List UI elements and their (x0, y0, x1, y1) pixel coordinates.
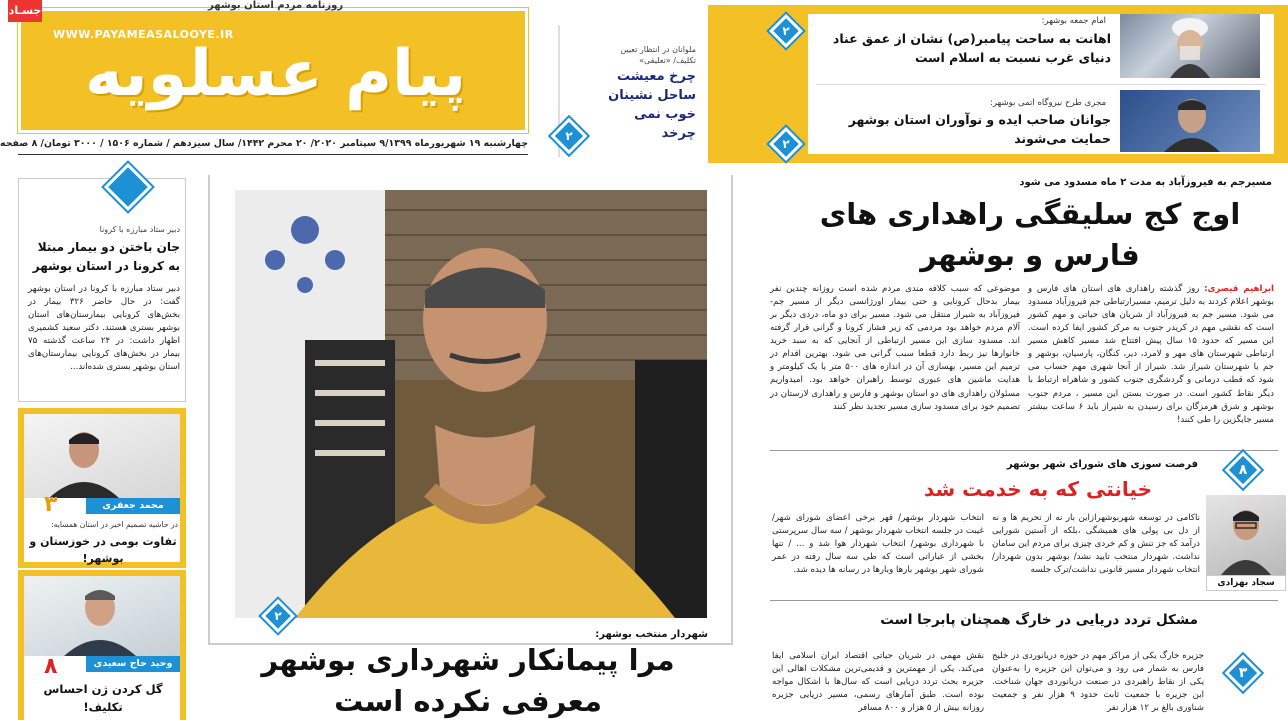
jafari-photo (24, 414, 180, 498)
top-right-1-kicker: امام جمعه بوشهر: (1041, 16, 1106, 26)
council-kicker: فرصت سوزی های شورای شهر بوشهر (1006, 459, 1198, 470)
main-story-headline: اوج کج سلیقگی راهداری های فارس و بوشهر (819, 197, 1241, 272)
left-item-2-name: وحید حاج سعیدی (86, 656, 180, 672)
top-right-2-kicker: مجری طرح نیروگاه اتمی بوشهر: (989, 98, 1106, 108)
top-right-2-headline: جوانان صاحب ایده و نوآوران استان بوشهر حمایت می‌شوند (848, 112, 1111, 147)
top-center-headline: چرخ معیشت ساحل نشینان خوب نمی چرخد (608, 69, 696, 141)
saeedi-photo-illustration (24, 576, 180, 656)
left-item-1-kicker: در حاشیه تصمیم اخیر در استان همسایه: (51, 520, 178, 529)
nuclear-director-photo (1120, 90, 1260, 152)
main-story-col1: ابراهیم قیصری: روز گذشته راهداری های استان های فارس و بوشهر اعلام کردند به دلیل ترمیم، مسیرارتباطی جم فیروزآباد مسدود می شود. مسیر جم به فیروزآباد از شریان های حیاتی و مهم کشور است که نقشی مهم در کریدر جنوب به مرکز کشور ایفا کرده است. این مسیر که حدود ۱۵ سال پیش افتتاح شد مسیر کاهش مسیر ارتباطی شهرستان های مهر و لامرد، دیر، کنگان، پارسیان، بوشهر و جم با شهرستان شیراز شد. شیراز از آنجا شهری مهم حساب می شود که قطب درمانی و گردشگری جنوب کشور و شاهراه ارتباط با دیگر نقاط کشور است. در صورت بستن این مسیر ، مردم جنوب بوشهر و شرق هرمزگان برای رسیدن به شیراز باید ۶ ساعت بیشتر مسیر جایگزین را طی کنند! (1028, 284, 1275, 425)
left-item-2-page: ۸ (44, 654, 58, 679)
top-center-page-badge: ۲ (551, 118, 588, 155)
top-right-2-page-badge: ۲ (769, 127, 803, 161)
main-story-col2: موضوعی که سبب کلافه مندی مردم شده است روزانه چندین نفر بیمار بدحال کرونایی و حتی بیمار اورژانسی دیگر از مسیر جم- فیروزآباد به شیراز منتقل می شود. مسیر برای دو ماه، دردی دیگر بر آلام مردم خواهد بود مردمی که زیر فشار کرونا و گرانی قرار گرفته اند. مسدود سازی این مسیر ارتباطی از آنجایی که به سبد خرید خانوارها نیز ربط دارد قطعا سبب گرانی می شود. بهترین اقدام در ترمیم این مسیر، بهسازی آن در اندازه های ۵۰۰ متر یا یک کیلومتر و هدایت ماشین های عبوری توسط راهبران خواهد بود. امیدواریم مسئولان راهداری های دو استان بوشهر و فارس و راهداری لارستان در تصمیم خود برای مسدود سازی مسیر تجدید نظر کنند (770, 284, 1021, 412)
top-news-divider (816, 84, 1266, 85)
left-top-kicker: دبیر ستاد مبارزه با کرونا (99, 225, 180, 234)
masthead-corner: جسـاد (8, 0, 42, 22)
top-right-1-headline: اهانت به ساحت پیامبر(ص) نشان از عمق عناد دنیای غرب نسبت به اسلام است (832, 31, 1111, 66)
main-story-kicker: مسیرجم به فیروزآباد به مدت ۲ ماه مسدود می شود (1019, 177, 1272, 188)
left-item-1-page: ۳ (44, 492, 58, 517)
author-behzadi-name: سجاد بهزادی (1206, 575, 1286, 591)
left-top-body: دبیر ستاد مبارزه با کرونا در استان بوشهر گفت: در حال حاضر ۳۲۶ بیمار در بخش‌های کرونایی بیمارستان‌های استان بوشهر بستری هستند. دکتر سعید کشمیری اظهار داشت: در ۲۴ ساعت گذشته ۷۵ بیمار در بخش‌های کرونایی بیمارستان‌های استان بوشهر بستری شده‌اند... (28, 284, 180, 373)
center-page-badge: ۲ (261, 599, 295, 633)
left-top-headline: جان باختن دو بیمار مبتلا به کرونا در استان بوشهر (32, 240, 180, 273)
masthead-url: WWW.PAYAMEASALOOYE.IR (53, 28, 234, 41)
council-col2: انتخاب شهردار بوشهر/ قهر برخی اعضای شورای شهر/ غیبت در جلسه انتخاب شهردار بوشهر / سه سال سرپرستی با شهرداری بوشهر/ انتخاب شهردار هوا شد و ... / تنها بخشی از عباراتی است که طی سه سال رفته در عمر شورای شهر بوشهر بارها وبارها در رسانه ها دیده شد. (772, 513, 984, 576)
council-page-badge: ۸ (1225, 452, 1262, 489)
top-center-kicker: ملوانان در انتظار تعیین تکلیف/ «تعلیقی» (620, 45, 696, 65)
left-item-2-headline: گل کردن ژن احساس تکلیف! (43, 682, 163, 715)
mayor-photo-illustration (235, 190, 707, 618)
left-item-1-name: محمد جعفری (86, 498, 180, 514)
masthead-logo: پیام عسلویه (84, 37, 467, 111)
masthead-rule (18, 154, 528, 155)
council-col1: ناکامی در توسعه شهربوشهرازاین بار نه از تحریم ها و نه از دل بی پولی های همیشگی ،بلکه از آستین شورایی درآمد که جز تنش و کم خردی چیزی برای مردم این سامان نداشت. شهردار منتخب تایید نشد/ بوشهر بدون شهردار/ انتخاب شهردار مسیر قانونی نداشت/ترک جلسه (992, 513, 1200, 576)
top-right-1-page-badge: ۲ (769, 14, 803, 48)
center-kicker: شهردار منتخب بوشهر: (595, 629, 708, 640)
imam-photo-illustration (1120, 14, 1260, 78)
main-story-rule (770, 450, 1278, 451)
center-headline: مرا پیمانکار شهرداری بوشهر معرفی نکرده است (261, 643, 675, 718)
masthead-tagline: روزنامه مردم استان بوشهر (208, 0, 344, 11)
mayor-photo (235, 190, 707, 618)
council-headline: خیانتی که به خدمت شد (924, 477, 1152, 501)
masthead-dateline: چهارشنبه ۱۹ شهریورماه ۹/۱۳۹۹ سپتامبر ۲۰۲۰/ ۲۰ محرم ۱۴۴۲/ سال سیزدهم / شماره ۱۵۰۶ / ۳۰۰۰ تومان/ ۸ صفحه (0, 138, 528, 149)
nuclear-director-illustration (1120, 90, 1260, 152)
left-item-1-headline: تفاوت بومی در خوزستان و بوشهر! (29, 535, 177, 566)
saeedi-photo (24, 576, 180, 656)
author-behzadi-illustration (1206, 495, 1286, 575)
kharg-page-badge: ۳ (1225, 655, 1262, 692)
jafari-photo-illustration (24, 414, 180, 498)
imam-photo (1120, 14, 1260, 78)
kharg-col1: جزیره خارگ یکی از مراکز مهم در حوزه دریانوردی در خلیج فارس به شمار می رود و می‌توان این جزیره را به‌عنوان یکی از نقاط راهبردی در صنعت دریانوردی جهان شناخت. این جزیره با جمعیت ثابت حدود ۹ هزار نفر و جمعیت شناوری بالغ بر ۱۲ هزار نفر (992, 651, 1205, 714)
author-behzadi-photo (1206, 495, 1286, 575)
kharg-headline: مشکل تردد دریایی در خارگ همچنان پابرجا است (880, 612, 1198, 628)
kharg-col2: نقش مهمی در شریان حیاتی اقتصاد ایران اسلامی ایفا می‌کند. یکی از مهمترین و قدیمی‌ترین مشکلات اهالی این جزیره بحث تردد دریایی است که سال‌ها با اشکال مواجه بوده است. طبق آمارهای رسمی، مسیر دریایی جزیره روزانه بیش از ۵ هزار و ۸۰۰ مسافر (772, 651, 984, 714)
council-rule (770, 600, 1278, 601)
